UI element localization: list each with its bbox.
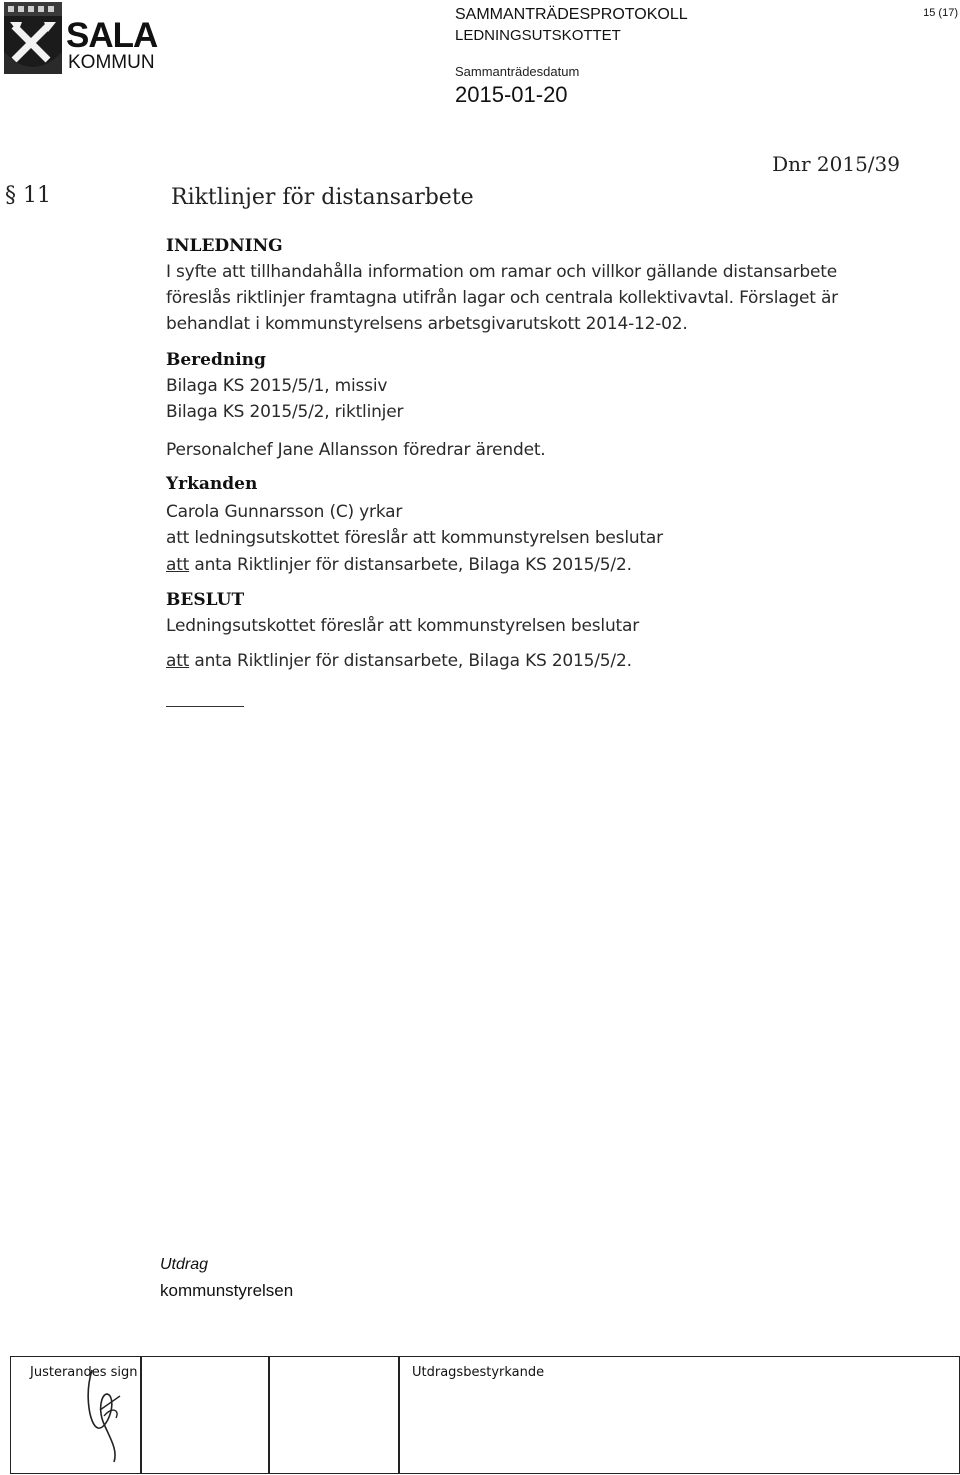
sign-box-2 <box>140 1356 270 1474</box>
yrkanden-proposal <box>166 555 632 575</box>
yrkanden-line: Carola Gunnarsson (C) yrkar <box>166 502 403 522</box>
beslut-decision <box>166 651 632 671</box>
logo-name: SALA <box>66 16 158 55</box>
inledning-line: föreslås riktlinjer framtagna utifrån lagar och centrala kollektivavtal. Förslaget är <box>166 288 838 308</box>
handwritten-signature <box>70 1366 140 1466</box>
sign-box-3 <box>268 1356 400 1474</box>
utdrag-recipient: kommunstyrelsen <box>160 1281 294 1300</box>
utdragsbestyrkande-label: Utdragsbestyrkande <box>412 1365 545 1380</box>
att-underlined: att <box>166 555 190 575</box>
beredning-heading: Beredning <box>166 350 266 370</box>
protocol-type: SAMMANTRÄDESPROTOKOLL <box>455 6 688 23</box>
municipal-emblem-icon <box>4 2 62 74</box>
utdrag-label: Utdrag <box>160 1256 209 1273</box>
section-title: Riktlinjer för distansarbete <box>171 185 474 210</box>
beslut-heading: BESLUT <box>166 590 245 610</box>
logo-subtitle: KOMMUN <box>68 52 155 73</box>
beredning-note: Personalchef Jane Allansson föredrar ärendet. <box>166 440 546 460</box>
section-number: § 11 <box>5 183 51 208</box>
inledning-heading: INLEDNING <box>166 236 283 256</box>
beredning-item: Bilaga KS 2015/5/1, missiv <box>166 376 388 396</box>
justerandes-sign-label: Justerandes sign <box>30 1365 138 1380</box>
beredning-item: Bilaga KS 2015/5/2, riktlinjer <box>166 402 404 422</box>
inledning-line: behandlat i kommunstyrelsens arbetsgivarutskott 2014-12-02. <box>166 314 688 334</box>
yrkanden-line: att ledningsutskottet föreslår att kommunstyrelsen beslutar <box>166 528 663 548</box>
yrkanden-proposal-text: anta Riktlinjer för distansarbete, Bilaga KS 2015/5/2. <box>189 555 632 575</box>
beslut-line: Ledningsutskottet föreslår att kommunstyrelsen beslutar <box>166 616 640 636</box>
beslut-decision-text: anta Riktlinjer för distansarbete, Bilaga KS 2015/5/2. <box>189 651 632 671</box>
yrkanden-heading: Yrkanden <box>166 474 258 494</box>
inledning-line: I syfte att tillhandahålla information om ramar och villkor gällande distansarbete <box>166 262 837 282</box>
date-label: Sammanträdesdatum <box>455 64 580 79</box>
meeting-date: 2015-01-20 <box>455 82 568 107</box>
att-underlined: att <box>166 651 190 671</box>
closing-rule <box>166 706 244 707</box>
page-number: 15 (17) <box>923 7 958 19</box>
committee-name: LEDNINGSUTSKOTTET <box>455 27 621 44</box>
diary-number: Dnr 2015/39 <box>772 152 900 176</box>
